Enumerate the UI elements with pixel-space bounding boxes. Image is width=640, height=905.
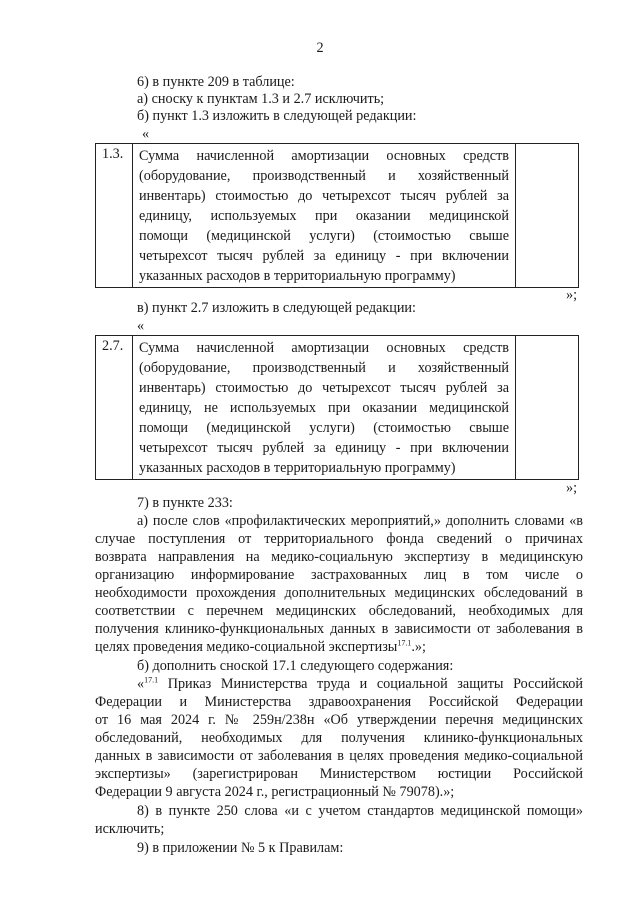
footnote-mark: 17.1 bbox=[144, 675, 159, 685]
item-7a-line: соответствии с перечнем медицинских обследований, необходимых для bbox=[95, 603, 583, 619]
open-quote-1: « bbox=[142, 126, 150, 142]
row-text-line: Сумма начисленной амортизации основных средств bbox=[139, 148, 509, 164]
footnote-mark: 17.1 bbox=[397, 638, 412, 648]
footnote-last-line: Федерации 9 августа 2024 г., регистрационный № 79078).»; bbox=[95, 784, 455, 800]
item-7a-line: случае поступления от территориального фонда сведений о причинах bbox=[95, 531, 583, 547]
row-number-1-3: 1.3. bbox=[96, 144, 133, 287]
footnote-open-quote: « bbox=[137, 676, 145, 692]
item-8-line-1: 8) в пункте 250 слова «и с учетом стандартов медицинской помощи» bbox=[137, 803, 583, 819]
item-7a-line: а) после слов «профилактических мероприятий,» дополнить словами «в bbox=[137, 513, 583, 529]
row-text-line: единицу, не используемых при оказании медицинской bbox=[139, 400, 509, 416]
item-9: 9) в приложении № 5 к Правилам: bbox=[137, 840, 344, 856]
item-7-heading: 7) в пункте 233: bbox=[137, 495, 233, 511]
footnote-line: от 16 мая 2024 г. № 259н/238н «Об утверждении перечня медицинских bbox=[95, 712, 583, 728]
intro-line-3: б) пункт 1.3 изложить в следующей редакции: bbox=[137, 108, 417, 124]
footnote-first-text: Приказ Министерства труда и социальной защиты Российской bbox=[158, 676, 583, 692]
footnote-line: данных в зависимости от заболевания в целях проведения медико-социальной bbox=[95, 748, 583, 764]
row-text-line: (оборудование, производственный и хозяйственный bbox=[139, 360, 509, 376]
row-empty-cell bbox=[516, 144, 578, 287]
footnote-line: экспертизы» (зарегистрирован Министерством юстиции Российской bbox=[95, 766, 583, 782]
row-text-line: (оборудование, производственный и хозяйственный bbox=[139, 168, 509, 184]
footnote-line: Федерации и Министерства здравоохранения Российской Федерации bbox=[95, 694, 583, 710]
item-7a-last-text: целях проведения медико-социальной экспертизы bbox=[95, 639, 398, 655]
row-text-line: помощи (медицинской услуги) (стоимостью свыше bbox=[139, 228, 509, 244]
item-7a-line: получения клинико-функциональных данных в зависимости от заболевания в bbox=[95, 621, 583, 637]
close-quote-1: »; bbox=[566, 287, 578, 303]
item-7a-tail: .»; bbox=[411, 639, 426, 655]
row-text-line: инвентарь) стоимостью до четырехсот тысяч рублей за bbox=[139, 188, 509, 204]
row-text-line: указанных расходов в территориальную программу) bbox=[139, 268, 456, 284]
row-number-2-7: 2.7. bbox=[96, 336, 133, 479]
intro-line-2: а) сноску к пунктам 1.3 и 2.7 исключить; bbox=[137, 91, 385, 107]
page-number: 2 bbox=[316, 40, 324, 56]
footnote-first-line bbox=[137, 676, 583, 692]
row-text-line: указанных расходов в территориальную программу) bbox=[139, 460, 456, 476]
item-7a-line: необходимости прохождения дополнительных медицинских обследований в bbox=[95, 585, 583, 601]
row-text-2-7 bbox=[133, 336, 516, 479]
footnote-line: обследований, необходимых для получения клинико-функциональных bbox=[95, 730, 583, 746]
row-empty-cell bbox=[516, 336, 578, 479]
item-7a-line: организацию информирование застрахованных лиц в том числе о bbox=[95, 567, 583, 583]
row-text-line: четырехсот тысяч рублей за единицу - при включении bbox=[139, 248, 509, 264]
close-quote-2: »; bbox=[566, 480, 578, 496]
table-row-2-7 bbox=[95, 335, 579, 480]
row-text-line: инвентарь) стоимостью до четырехсот тысяч рублей за bbox=[139, 380, 509, 396]
row-text-1-3 bbox=[133, 144, 516, 287]
row-text-line: четырехсот тысяч рублей за единицу - при включении bbox=[139, 440, 509, 456]
item-7a-last-line bbox=[95, 639, 426, 655]
item-7b: б) дополнить сноской 17.1 следующего содержания: bbox=[137, 658, 454, 674]
open-quote-2: « bbox=[137, 318, 145, 334]
item-7a-line: возврата направления на медико-социальную экспертизу в медицинскую bbox=[95, 549, 583, 565]
intro-2-7: в) пункт 2.7 изложить в следующей редакции: bbox=[137, 300, 416, 316]
table-row-1-3 bbox=[95, 143, 579, 288]
row-text-line: помощи (медицинской услуги) (стоимостью свыше bbox=[139, 420, 509, 436]
row-text-line: единицу, используемых при оказании медицинской bbox=[139, 208, 509, 224]
row-text-line: Сумма начисленной амортизации основных средств bbox=[139, 340, 509, 356]
item-8-line-2: исключить; bbox=[95, 821, 165, 837]
intro-line-1: 6) в пункте 209 в таблице: bbox=[137, 74, 295, 90]
